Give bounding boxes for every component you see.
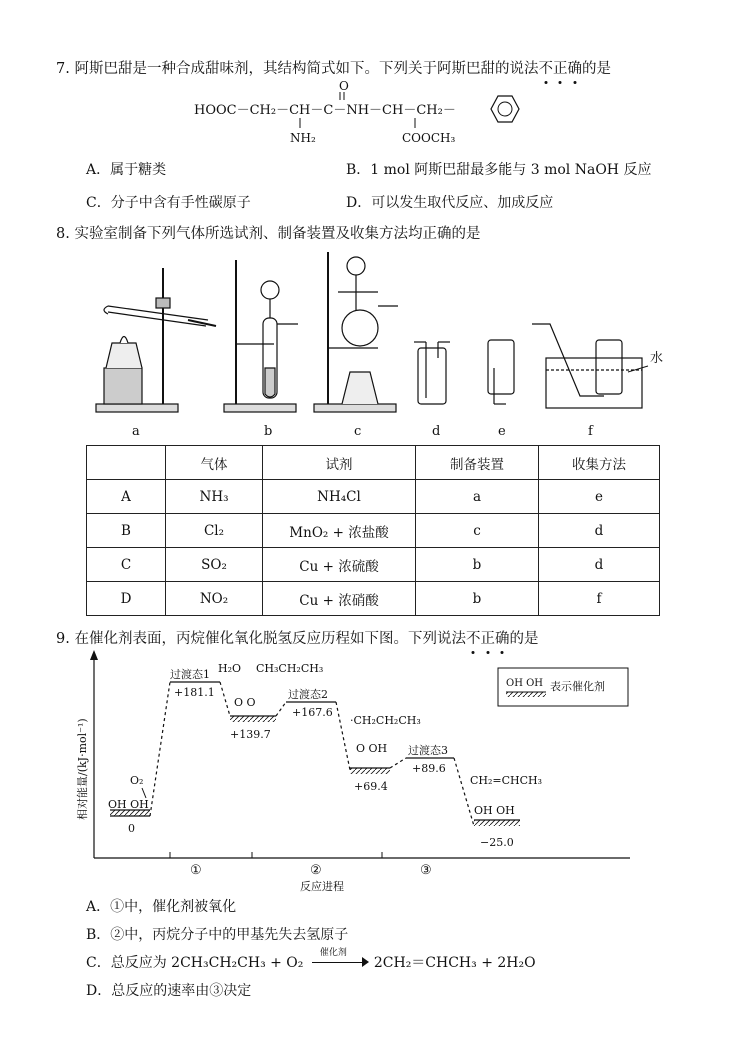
step-1-label: ① (190, 863, 202, 878)
q7-option-d[interactable]: D．可以发生取代反应、加成反应 (346, 195, 554, 211)
arrow-catalyst-label: 催化剂 (319, 948, 347, 958)
level-4-value: +69.4 (354, 780, 388, 793)
ts3-label: 过渡态3 (408, 744, 448, 757)
nh2-group: NH₂ (290, 131, 316, 145)
q7-stem: 7. 阿斯巴甜是一种合成甜味剂，其结构简式如下。下列关于阿斯巴甜的说法不 正 确 的是 (56, 57, 611, 78)
svg-text:OH OH: OH OH (506, 678, 544, 689)
level-0-value: 0 (128, 822, 135, 835)
carbonyl-oxygen: O (339, 79, 349, 93)
apparatus-label-b: b (264, 424, 273, 439)
y-axis-label: 相对能量/(kJ·mol⁻¹) (76, 718, 89, 820)
apparatus-label-a: a (132, 424, 140, 439)
level-6-note: CH₂=CHCH₃ (470, 774, 543, 787)
apparatus-f (532, 324, 642, 408)
q8-number: 8. (56, 226, 70, 242)
energy-diagram (70, 650, 670, 896)
x-axis-label: 反应进程 (300, 880, 344, 893)
apparatus-d (414, 342, 450, 404)
step-2-label: ② (310, 863, 322, 878)
catalyst-legend (498, 668, 628, 706)
q7-number: 7. (56, 61, 70, 77)
q7-option-a[interactable]: A．属于糖类 (86, 162, 167, 178)
level-6-value: −25.0 (480, 836, 514, 849)
level-2-value: +139.7 (230, 728, 271, 741)
apparatus-label-d: d (432, 424, 441, 439)
apparatus-label-f: f (588, 424, 593, 439)
q8-stem: 8. 实验室制备下列气体所选试剂、制备装置及收集方法均正确的是 (56, 226, 481, 242)
level-4-groups: O OH (356, 742, 388, 755)
level-3-note: ·CH₂CH₂CH₃ (350, 714, 421, 727)
table-row: C SO₂ Cu + 浓硫酸 b d (87, 548, 660, 582)
q7-option-c[interactable]: C．分子中含有手性碳原子 (86, 195, 251, 211)
apparatus-figure (88, 248, 668, 440)
main-chain: HOOC－CH₂－CH－C－NH－CH－CH₂－ (194, 103, 456, 118)
ts2-label: 过渡态2 (288, 688, 328, 701)
table-row: B Cl₂ MnO₂ + 浓盐酸 c d (87, 514, 660, 548)
apparatus-e (488, 340, 514, 404)
water-label: 水 (650, 351, 664, 366)
gas-table (86, 445, 660, 616)
benzene-ring-icon (491, 96, 519, 122)
reaction-arrow (312, 948, 370, 967)
q7-option-b[interactable]: B．1 mol 阿斯巴甜最多能与 3 mol NaOH 反应 (346, 162, 652, 178)
y-axis-arrow-icon (90, 650, 98, 660)
q9-number: 9. (56, 631, 70, 647)
q9-option-a[interactable]: A．①中，催化剂被氧化 (86, 899, 237, 915)
step-3-label: ③ (420, 863, 432, 878)
svg-text:表示催化剂: 表示催化剂 (550, 680, 605, 693)
level-0-note: O₂ (130, 774, 144, 787)
apparatus-c (314, 252, 398, 412)
ts2-value: +167.6 (292, 706, 333, 719)
ts3-value: +89.6 (412, 762, 446, 775)
table-header-row: 气体 试剂 制备装置 收集方法 (87, 446, 660, 480)
apparatus-label-e: e (498, 424, 506, 439)
q9-option-c[interactable]: C．总反应为 2CH₃CH₂CH₃ + O₂ 催化剂 2CH₂＝CHCH₃ + 2H₂O (86, 952, 536, 972)
table-row: D NO₂ Cu + 浓硝酸 b f (87, 582, 660, 616)
level-2-groups: O O (234, 696, 256, 709)
aspartame-structure (180, 78, 540, 148)
level-2-note-h2o: H₂O (218, 662, 242, 675)
apparatus-a (96, 268, 216, 412)
apparatus-label-c: c (354, 424, 362, 439)
table-row: A NH₃ NH₄Cl a e (87, 480, 660, 514)
level-0-groups: OH OH (108, 798, 149, 811)
ts1-value: +181.1 (174, 686, 215, 699)
energy-profile (110, 682, 520, 826)
q9-option-d[interactable]: D．总反应的速率由③决定 (86, 983, 252, 999)
q9-stem: 9. 在催化剂表面，丙烷催化氧化脱氢反应历程如下图。下列说法不 正 确 的是 (56, 627, 538, 648)
ts1-label: 过渡态1 (170, 668, 210, 681)
q9-option-b[interactable]: B．②中，丙烷分子中的甲基先失去氢原子 (86, 927, 349, 943)
level-2-note-propane: CH₃CH₂CH₃ (256, 662, 324, 675)
level-6-groups: OH OH (474, 804, 515, 817)
cooch3-group: COOCH₃ (402, 131, 456, 145)
apparatus-b (224, 260, 298, 412)
